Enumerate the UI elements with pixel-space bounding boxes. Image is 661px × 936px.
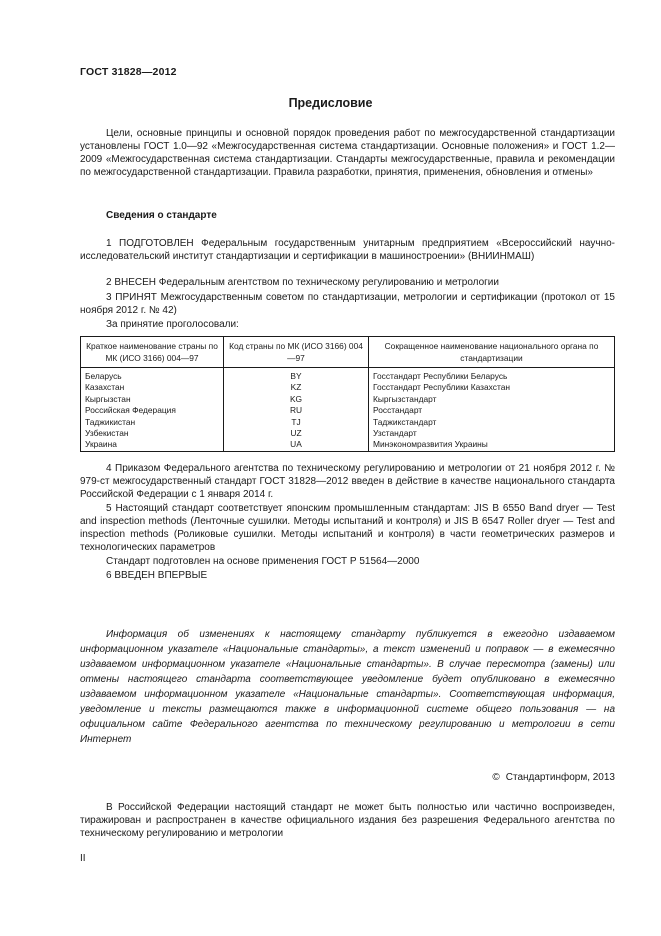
table-cell-country: Казахстан: [81, 382, 224, 393]
table-cell-code: KZ: [224, 382, 369, 393]
item-2-paragraph: 2 ВНЕСЕН Федеральным агентством по техническому регулированию и метрологии: [106, 277, 499, 288]
item-1-paragraph: 1 ПОДГОТОВЛЕН Федеральным государственным унитарным предприятием «Всероссийский научно-исследовательский институт стандартизации и сертификации в машиностроении» (ВНИИНМАШ): [80, 238, 615, 262]
table-cell-country: Беларусь: [81, 368, 224, 383]
table-row: [81, 394, 615, 405]
table-cell-organ: Кыргызстандарт: [369, 394, 615, 405]
voted-label: За принятие проголосовали:: [106, 319, 239, 330]
table-row: [81, 368, 615, 383]
item-5b-paragraph: Стандарт подготовлен на основе применения ГОСТ Р 51564—2000: [106, 556, 420, 567]
table-cell-country: Российская Федерация: [81, 405, 224, 416]
table-cell-organ: Минэкономразвития Украины: [369, 439, 615, 451]
document-header: ГОСТ 31828—2012: [80, 66, 177, 78]
table-cell-code: UA: [224, 439, 369, 451]
table-cell-code: UZ: [224, 428, 369, 439]
copyright-text: Стандартинформ, 2013: [505, 772, 615, 783]
table-cell-country: Кыргызстан: [81, 394, 224, 405]
copyright-symbol: ©: [492, 772, 500, 783]
item-6-paragraph: 6 ВВЕДЕН ВПЕРВЫЕ: [106, 570, 208, 581]
item-5-paragraph: 5 Настоящий стандарт соответствует японским промышленным стандартам: JIS B 6550 Band dryer — Test and inspection methods (Ленточные сушилки. Методы испытаний и контроля) и JIS B 6547 Roller dryer — Test and inspection methods (Роликовые сушилки. Методы испытаний и контроля) в части геометрических размеров и технологических параметров: [80, 503, 615, 553]
table-cell-organ: Узстандарт: [369, 428, 615, 439]
table-cell-country: Узбекистан: [81, 428, 224, 439]
rights-paragraph: В Российской Федерации настоящий стандарт не может быть полностью или частично воспроизведен, тиражирован и распространен в качестве официального издания без разрешения Федерального агентства по техническому регулированию и метрологии: [80, 802, 615, 839]
countries-table: [80, 336, 615, 452]
table-cell-code: KG: [224, 394, 369, 405]
section-subtitle: Сведения о стандарте: [106, 210, 217, 221]
table-row: [81, 428, 615, 439]
table-cell-code: BY: [224, 368, 369, 383]
item-3-paragraph: 3 ПРИНЯТ Межгосударственным советом по стандартизации, метрологии и сертификации (протокол от 15 ноября 2012 г. № 42): [80, 292, 615, 316]
table-cell-country: Таджикистан: [81, 417, 224, 428]
table-header-organ: Сокращенное наименование национального органа по стандартизации: [369, 337, 615, 368]
table-header-code: Код страны по МК (ИСО 3166) 004—97: [224, 337, 369, 368]
table-row: [81, 382, 615, 393]
table-row: [81, 417, 615, 428]
table-cell-code: RU: [224, 405, 369, 416]
table-header-row: [81, 337, 615, 368]
page-title: Предисловие: [288, 96, 373, 110]
table-cell-organ: Росстандарт: [369, 405, 615, 416]
table-cell-code: TJ: [224, 417, 369, 428]
table-header-country: Краткое наименование страны по МК (ИСО 3166) 004—97: [81, 337, 224, 368]
table-cell-organ: Госстандарт Республики Беларусь: [369, 368, 615, 383]
table-row: [81, 405, 615, 416]
info-paragraph: Информация об изменениях к настоящему стандарту публикуется в ежегодно издаваемом информационном указателе «Национальные стандарты», а текст изменений и поправок — в ежемесячно издаваемом информационном указателе «Национальные стандарты». В случае пересмотра (замены) или отмены настоящего стандарта соответствующее уведомление будет опубликовано в ежемесячно издаваемом информационном указателе «Национальные стандарты». Соответствующая информация, уведомление и тексты размещаются также в информационной системе общего пользования — на официальном сайте Федерального агентства по техническому регулированию и метрологии в сети Интернет: [80, 629, 615, 745]
intro-paragraph: Цели, основные принципы и основной порядок проведения работ по межгосударственной стандартизации установлены ГОСТ 1.0—92 «Межгосударственная система стандартизации. Основные положения» и ГОСТ 1.2—2009 «Межгосударственная система стандартизации. Стандарты межгосударственные, правила и рекомендации по межгосударственной стандартизации. Правила разработки, принятия, применения, обновления и отмены»: [80, 128, 615, 178]
table-cell-organ: Таджикстандарт: [369, 417, 615, 428]
copyright-line: [492, 772, 615, 783]
page-number: II: [80, 853, 86, 864]
table-cell-country: Украина: [81, 439, 224, 451]
item-4-paragraph: 4 Приказом Федерального агентства по техническому регулированию и метрологии от 21 ноября 2012 г. № 979-ст межгосударственный стандарт ГОСТ 31828—2012 введен в действие в качестве национального стандарта Российской Федерации с 1 января 2014 г.: [80, 463, 615, 500]
table-cell-organ: Госстандарт Республики Казахстан: [369, 382, 615, 393]
table-row: [81, 439, 615, 451]
